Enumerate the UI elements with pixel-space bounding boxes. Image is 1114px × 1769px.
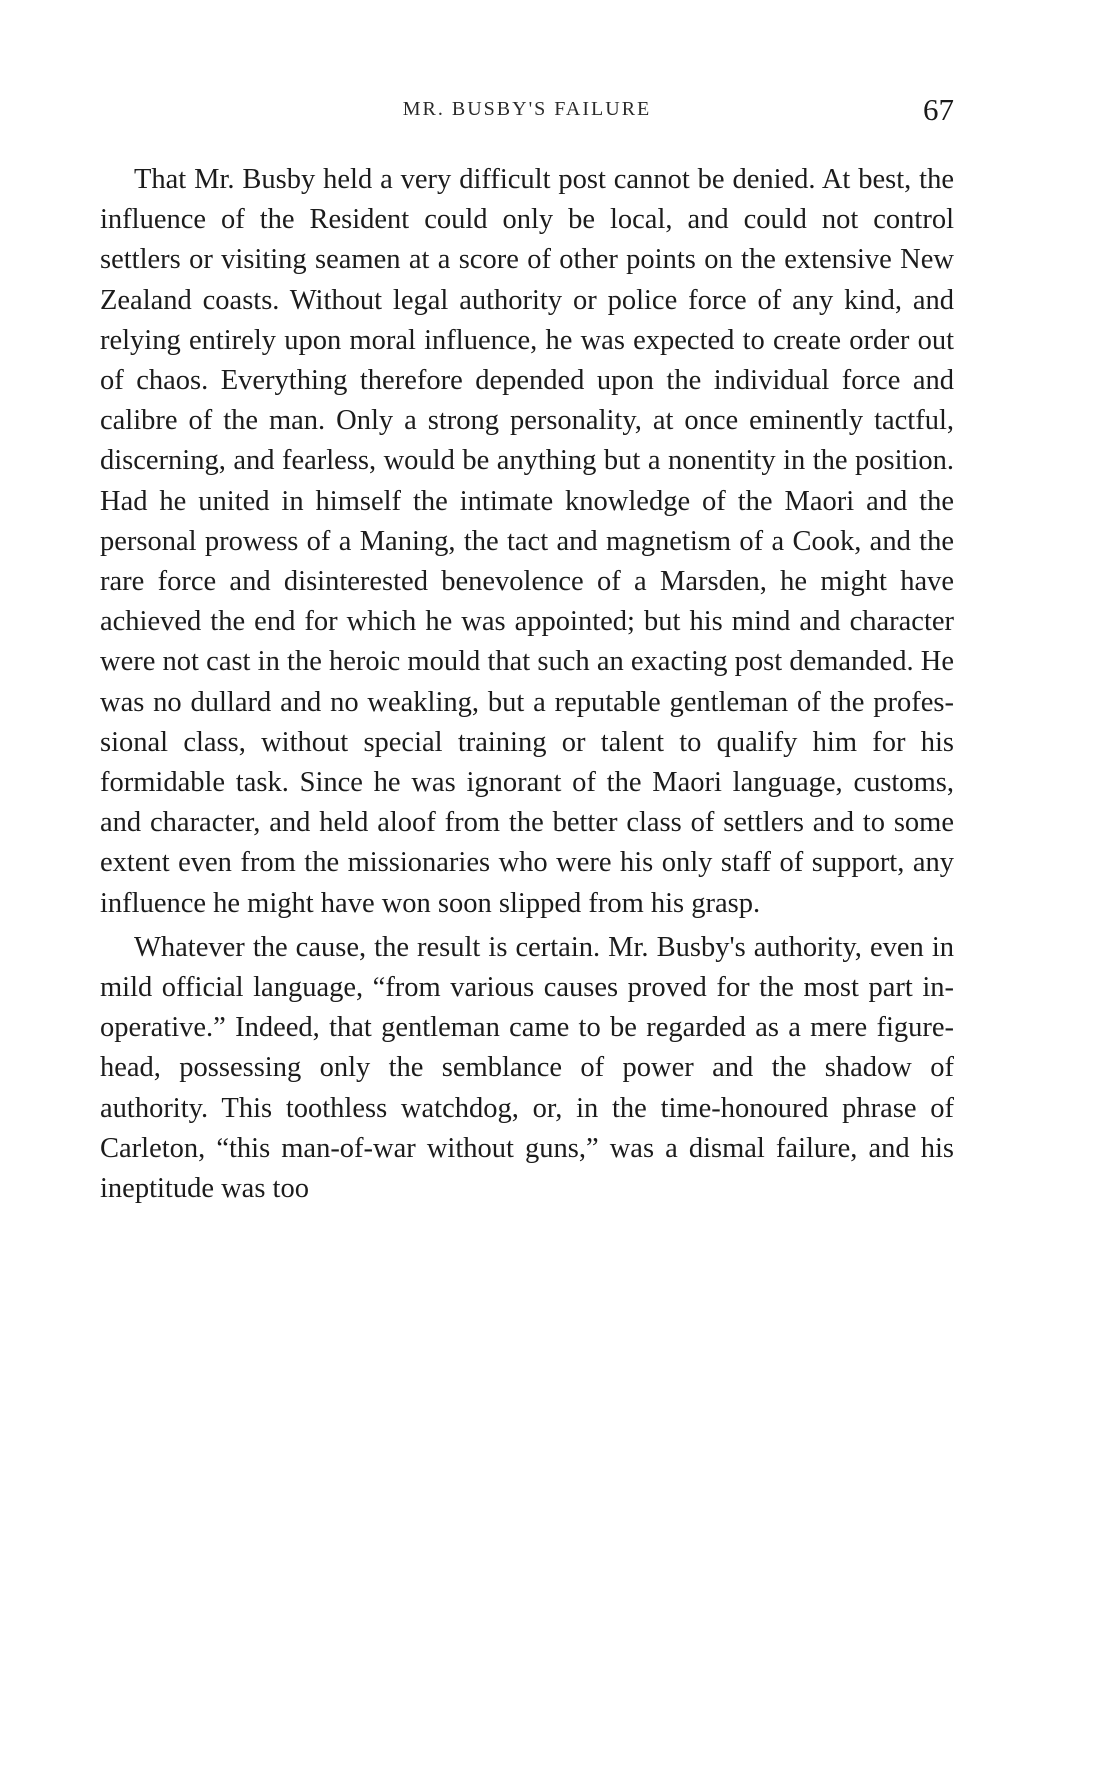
running-title: MR. BUSBY'S FAILURE bbox=[402, 98, 652, 120]
running-head bbox=[100, 92, 954, 136]
paragraph-2: Whatever the cause, the result is certain. Mr. Busby's authority, even in mild official language, “from various causes proved for the most part inoperative.” Indeed, that gentleman came to be regarded as a mere figure-head, possessing only the semblance of power and the shadow of authority. This toothless watchdog, or, in the time-honoured phrase of Carleton, “this man-of-war without guns,” was a dismal failure, and his ineptitude was too bbox=[100, 931, 954, 1205]
body-text bbox=[100, 160, 954, 1209]
page-number: 67 bbox=[923, 92, 954, 127]
paragraph-1: That Mr. Busby held a very difficult post cannot be denied. At best, the influence of the Resident could only be local, and could not control settlers or visiting seamen at a score of other points on the extensive New Zealand coasts. Without legal authority or police force of any kind, and relying entirely upon moral influence, he was expected to create order out of chaos. Everything therefore depended upon the individual force and calibre of the man. Only a strong personality, at once eminently tactful, discerning, and fearless, would be anything but a nonentity in the position. Had he united in himself the intimate knowledge of the Maori and the personal prowess of a Maning, the tact and magnetism of a Cook, and the rare force and disinterested benevolence of a Marsden, he might have achieved the end for which he was appointed; but his mind and character were not cast in the heroic mould that such an exacting post demanded. He was no dullard and no weakling, but a reputable gentleman of the professional class, without special training or talent to qualify him for his formidable task. Since he was ignorant of the Maori language, customs, and character, and held aloof from the better class of settlers and to some extent even from the missionaries who were his only staff of support, any influence he might have won soon slipped from his grasp. bbox=[100, 164, 954, 919]
